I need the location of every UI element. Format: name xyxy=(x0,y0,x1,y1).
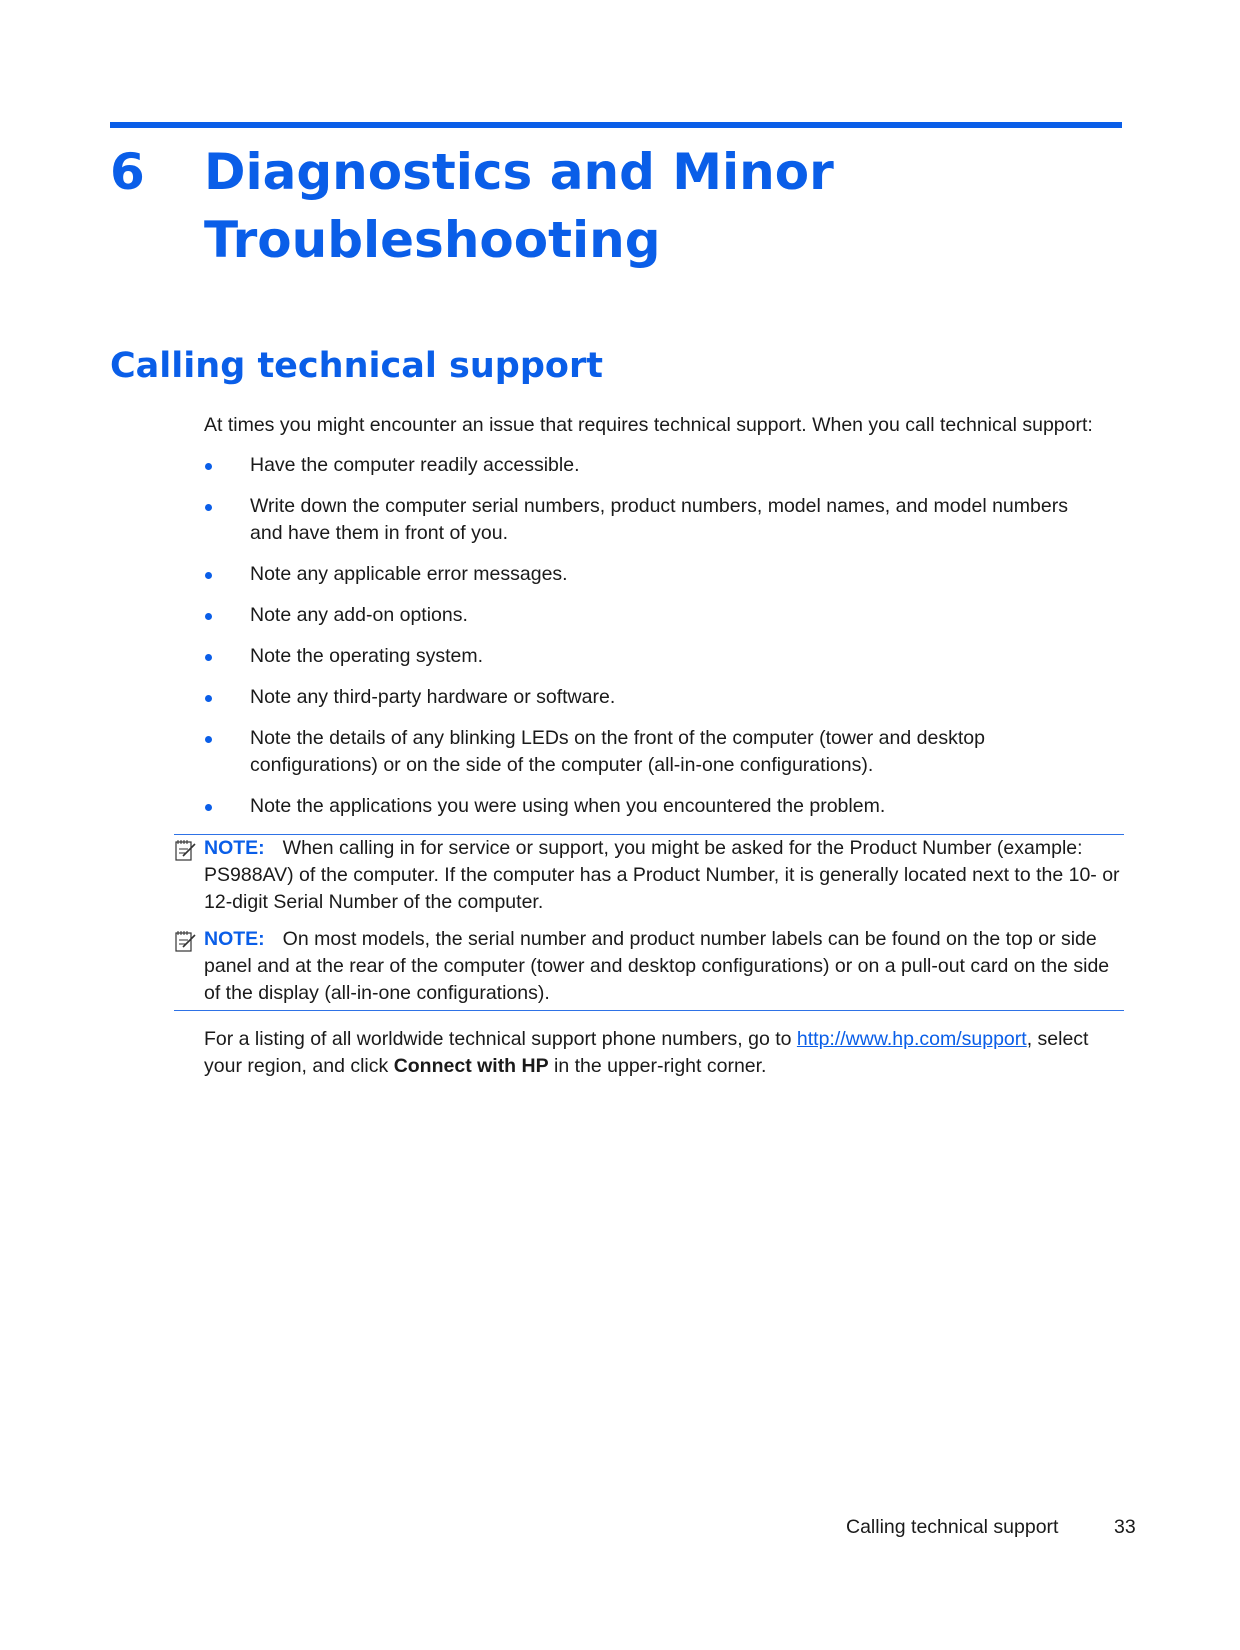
list-item: Note any applicable error messages. xyxy=(204,561,1104,588)
list-item: Note the applications you were using when you encountered the problem. xyxy=(204,793,1104,820)
list-item: Write down the computer serial numbers, product numbers, model names, and model numbers and have them in front of you. xyxy=(204,493,1104,547)
chapter-title-line-1: Diagnostics and Minor xyxy=(204,143,834,201)
bullet-icon xyxy=(205,654,212,661)
note-pad-icon xyxy=(174,929,198,953)
list-item: Note the details of any blinking LEDs on the front of the computer (tower and desktop configurations) or on the side of the computer (all-in-one configurations). xyxy=(204,725,1104,779)
chapter-title-line-2: Troubleshooting xyxy=(204,211,661,269)
chapter-rule xyxy=(110,122,1122,128)
bullet-icon xyxy=(205,572,212,579)
connect-with-hp-text: Connect with HP xyxy=(393,1055,549,1077)
bullet-icon xyxy=(205,695,212,702)
bullet-icon xyxy=(205,463,212,470)
list-item: Note the operating system. xyxy=(204,643,1104,670)
intro-paragraph: At times you might encounter an issue that requires technical support. When you call technical support: xyxy=(204,414,1093,436)
note-label: NOTE: xyxy=(204,837,265,859)
chapter-number: 6 xyxy=(110,143,145,201)
note-block xyxy=(174,926,1124,1011)
note-pad-icon xyxy=(174,838,198,862)
bullet-icon xyxy=(205,736,212,743)
chapter-title xyxy=(204,138,1104,274)
bullet-icon xyxy=(205,613,212,620)
note-block xyxy=(174,834,1124,916)
bullet-icon xyxy=(205,804,212,811)
footer-section-title: Calling technical support xyxy=(846,1516,1059,1538)
checklist xyxy=(204,452,1104,834)
support-link[interactable]: http://www.hp.com/support xyxy=(796,1028,1027,1050)
section-title: Calling technical support xyxy=(110,346,603,386)
note-text: On most models, the serial number and product number labels can be found on the top or side panel and at the rear of the computer (tower and desktop configurations) or on a pull-out card on the side of the display (all-in-one configurations). xyxy=(204,928,1110,1004)
list-item: Have the computer readily accessible. xyxy=(204,452,1104,479)
note-label: NOTE: xyxy=(204,928,265,950)
note-text: When calling in for service or support, you might be asked for the Product Number (example: PS988AV) of the computer. If the computer has a Product Number, it is generally located next to the 10- or 12-digit Serial Number of the computer. xyxy=(204,837,1120,913)
closing-paragraph: For a listing of all worldwide technical support phone numbers, go to http://www.hp.com/support, select your region, and click Connect with HP in the upper-right corner. xyxy=(204,1028,1089,1077)
list-item: Note any add-on options. xyxy=(204,602,1104,629)
list-item: Note any third-party hardware or software. xyxy=(204,684,1104,711)
bullet-icon xyxy=(205,504,212,511)
page-number: 33 xyxy=(1114,1516,1136,1538)
